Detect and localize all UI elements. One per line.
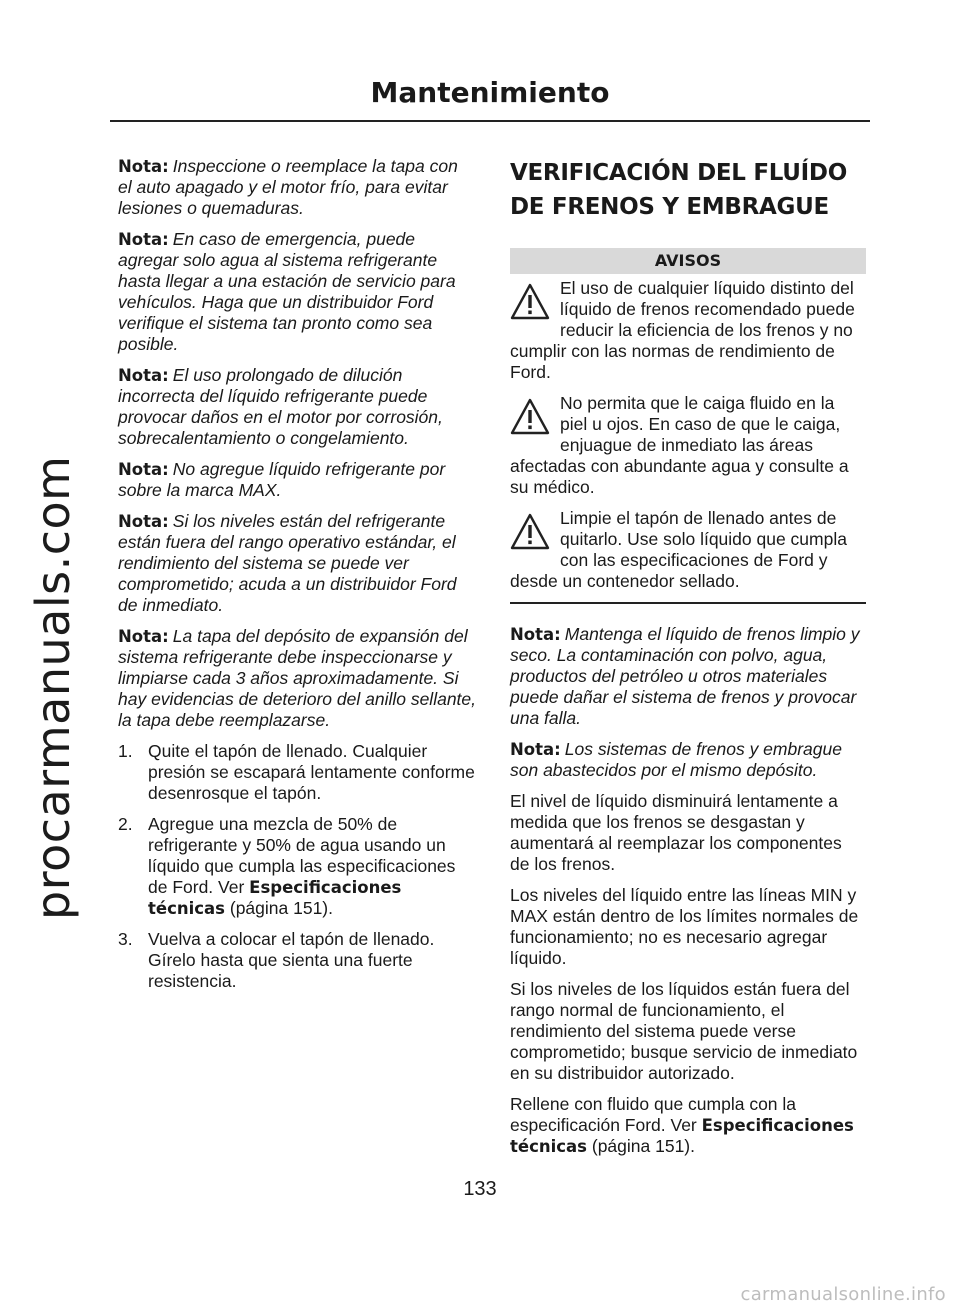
- step-number: 2.: [118, 814, 133, 834]
- note: [510, 624, 866, 729]
- note-text: No agregue líquido refrigerante por sobre la marca MAX.: [118, 459, 446, 500]
- step-item: [118, 929, 476, 992]
- step-item: [118, 741, 476, 804]
- body-paragraph: El nivel de líquido disminuirá lentamente a medida que los frenos se desgastan y aumentará al reemplazar los componentes de los frenos.: [510, 790, 842, 874]
- note-text: El uso prolongado de dilución incorrecta del líquido refrigerante puede provocar daños en el motor por corrosión, sobrecalentamiento o congelamiento.: [118, 365, 443, 448]
- warning-item: [510, 278, 866, 383]
- note: [118, 365, 476, 449]
- warnings-end-rule: [510, 602, 866, 604]
- note: [118, 156, 476, 219]
- note: [118, 459, 476, 501]
- page-reference: (página 151).: [225, 898, 333, 918]
- step-number: 3.: [118, 929, 133, 949]
- warning-triangle-icon: [510, 512, 550, 552]
- note: [118, 511, 476, 616]
- warning-text: El uso de cualquier líquido distinto del líquido de frenos recomendado puede reducir la eficiencia de los frenos y no cumplir con las normas de rendimiento de Ford.: [510, 278, 855, 382]
- note-label: Nota:: [118, 627, 169, 646]
- warning-triangle-icon: [510, 397, 550, 437]
- warning-item: [510, 393, 866, 498]
- warning-text: Limpie el tapón de llenado antes de quitarlo. Use solo líquido que cumpla con las especificaciones de Ford y desde un contenedor sellado.: [510, 508, 847, 591]
- note-text: En caso de emergencia, puede agregar solo agua al sistema refrigerante hasta llegar a una estación de servicio para vehículos. Haga que un distribuidor Ford verifique el sistema tan pronto como sea posible.: [118, 229, 456, 354]
- note-text: Mantenga el líquido de frenos limpio y seco. La contaminación con polvo, agua, productos del petróleo u otros materiales puede dañar el sistema de frenos y provocar una falla.: [510, 623, 860, 728]
- body-paragraph: Si los niveles de los líquidos están fuera del rango normal de funcionamiento, el rendimiento del sistema puede verse comprometido; busque servicio de inmediato en su distribuidor autorizado.: [510, 978, 858, 1083]
- note-text: Los sistemas de frenos y embrague son abastecidos por el mismo depósito.: [510, 738, 842, 780]
- step-number: 1.: [118, 741, 133, 761]
- paragraph-text: Rellene con fluido que cumpla con la especificación Ford. Ver: [510, 1093, 797, 1135]
- warning-text: No permita que le caiga fluido en la piel u ojos. En caso de que le caiga, enjuague de inmediato las áreas afectadas con abundante agua y consulte a su médico.: [510, 393, 849, 497]
- note-text: La tapa del depósito de expansión del sistema refrigerante debe inspeccionarse y limpiarse cada 3 años aproximadamente. Si hay evidencias de deterioro del anillo sellante, la tapa debe reemplazarse.: [118, 626, 477, 730]
- note: [118, 229, 476, 355]
- note: [510, 739, 866, 781]
- note-label: Nota:: [118, 230, 169, 249]
- footer-watermark: carmanualsonline.info: [740, 1284, 946, 1305]
- section-heading: VERIFICACIÓN DEL FLUÍDO DE FRENOS Y EMBRAGUE: [510, 160, 847, 220]
- cross-reference-link[interactable]: Especificaciones técnicas: [148, 878, 402, 918]
- note: [118, 626, 476, 731]
- note-label: Nota:: [510, 624, 561, 644]
- page-number: 133: [463, 1178, 497, 1200]
- left-column: [118, 156, 476, 1002]
- warnings-title: AVISOS: [510, 248, 866, 274]
- body-paragraph: Los niveles del líquido entre las líneas MIN y MAX están dentro de los límites normales de funcionamiento; no es necesario agregar líquido.: [510, 884, 859, 968]
- procedure-steps: [118, 741, 476, 992]
- note-label: Nota:: [118, 460, 169, 479]
- warning-item: [510, 508, 866, 592]
- note-label: Nota:: [118, 512, 169, 531]
- step-text: Vuelva a colocar el tapón de llenado. Gírelo hasta que sienta una fuerte resistencia.: [148, 929, 435, 991]
- cross-reference-link[interactable]: Especificaciones técnicas: [510, 1115, 854, 1156]
- title-rule: [110, 120, 870, 122]
- page-title: Mantenimiento: [370, 76, 610, 109]
- step-text: Agregue una mezcla de 50% de refrigerante y 50% de agua usando un líquido que cumpla las especificaciones de Ford. Ver: [148, 814, 456, 897]
- right-column: [510, 156, 866, 1167]
- body-paragraph: [510, 1094, 866, 1157]
- step-text: Quite el tapón de llenado. Cualquier presión se escapará lentamente conforme desenrosque el tapón.: [148, 741, 475, 803]
- side-watermark: procarmanuals.com: [26, 455, 80, 920]
- note-label: Nota:: [510, 739, 561, 759]
- note-text: Inspeccione o reemplace la tapa con el auto apagado y el motor frío, para evitar lesiones o quemaduras.: [118, 156, 458, 218]
- note-label: Nota:: [118, 366, 169, 385]
- step-item: [118, 814, 476, 919]
- note-label: Nota:: [118, 157, 169, 176]
- page-reference: (página 151).: [587, 1135, 695, 1156]
- note-text: Si los niveles están del refrigerante están fuera del rango operativo estándar, el rendimiento del sistema se puede ver comprometido; acuda a un distribuidor Ford de inmediato.: [118, 511, 457, 615]
- warning-triangle-icon: [510, 282, 550, 322]
